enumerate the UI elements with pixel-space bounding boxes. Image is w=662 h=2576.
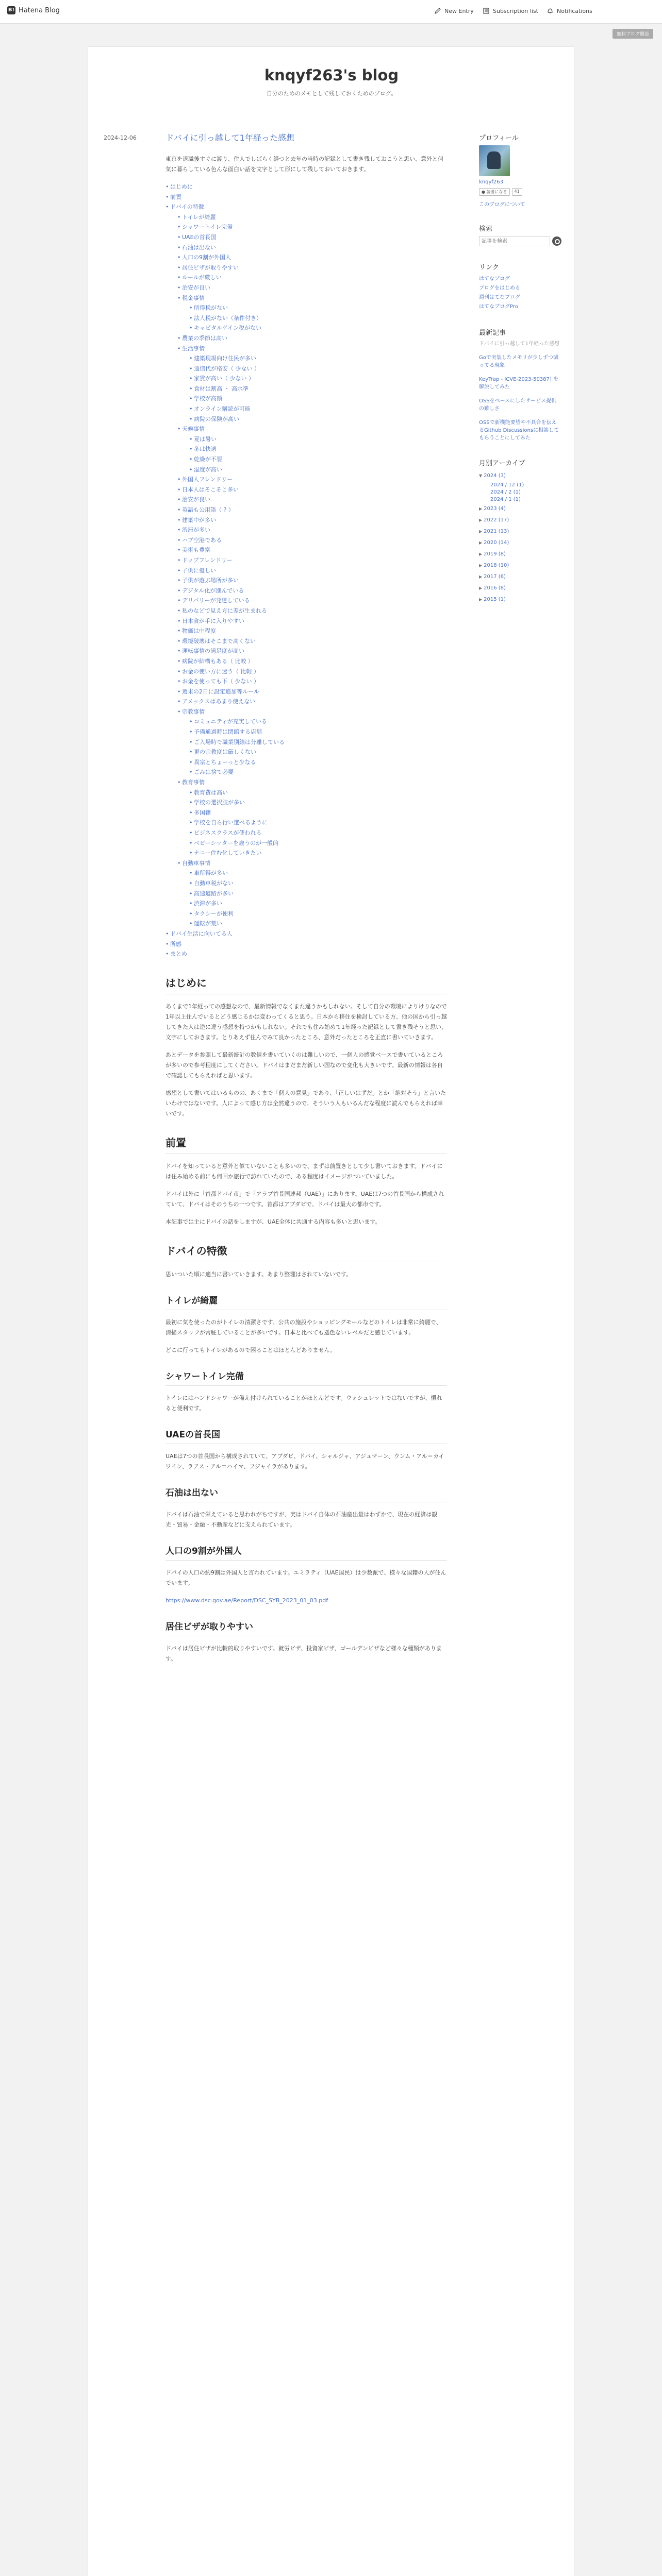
toc-item-label: ドバイ生活に向いてる人 — [170, 930, 233, 937]
subscription-label: Subscription list — [493, 7, 538, 14]
toc-item[interactable] — [189, 454, 447, 465]
toc-item-label: タクシーが便利 — [194, 910, 234, 917]
toc-item[interactable] — [177, 515, 447, 526]
profile-module — [479, 132, 561, 208]
toc-item[interactable] — [189, 434, 447, 445]
toc-item-label: ベビーシッターを雇うのが一般的 — [194, 839, 279, 846]
toc-item-label: ドップフレンドリー — [182, 556, 233, 564]
toc-item-label: 渋滞が多い — [194, 900, 222, 907]
toc-item-label: 治安が良い — [182, 284, 210, 291]
paragraph: どこに行ってもトイレがあるので困ることはほとんどありません。 — [166, 1346, 336, 1353]
subsection-heading: トイレが綺麗 — [166, 1293, 447, 1310]
toc-item[interactable] — [177, 586, 447, 596]
section-heading: ドバイの特徴 — [166, 1243, 447, 1262]
toc-item-label: ナニー住む化していきたい — [194, 850, 262, 857]
toc-item[interactable] — [166, 939, 447, 950]
toc-item-label: 運転事情の満足度が高い — [182, 648, 244, 655]
toc-item[interactable] — [189, 828, 447, 838]
toc-item[interactable] — [189, 313, 447, 324]
toc-item[interactable] — [166, 182, 447, 192]
toc-item[interactable] — [166, 192, 447, 202]
toc-item-label: 渋滞が多い — [182, 527, 210, 534]
toc-item-label: 冬は快適 — [194, 446, 217, 453]
toc-item[interactable] — [189, 414, 447, 425]
toc-item-label: 治安が良い — [182, 496, 210, 503]
hatena-blog-logo[interactable] — [7, 6, 60, 14]
archive-year-label: 2017 (6) — [484, 574, 506, 580]
toc-item-label: アメックスはあまり使えない — [182, 698, 256, 705]
archive-heading: 月別アーカイブ — [479, 460, 525, 467]
toc-item-label: 日本人はそこそこ多い — [182, 486, 239, 493]
toc-item-label: 湿度が高い — [194, 466, 222, 473]
toc-item-label: 美術も豊富 — [182, 547, 210, 554]
triangle-right-icon[interactable]: ▶ — [479, 586, 483, 590]
toc-item-label: 学校が高額 — [194, 395, 222, 402]
toc-item-label: ドバイの特徴 — [170, 204, 204, 211]
archive-year[interactable] — [479, 560, 561, 571]
section-heading: 前置 — [166, 1134, 447, 1154]
toc-item-label: 環境破壊はそこまで高くない — [182, 637, 256, 645]
toc-item-label: お金を使っても下（ 少ない ） — [182, 678, 259, 685]
subscription-list-button[interactable] — [483, 7, 538, 14]
toc-item-label: 教育費は高い — [194, 789, 228, 796]
search-module — [479, 223, 561, 246]
toc-item[interactable] — [177, 485, 447, 495]
toc-item[interactable] — [177, 606, 447, 616]
toc-item[interactable] — [189, 767, 447, 777]
toc-item[interactable] — [177, 263, 447, 273]
toc-item-label: 外国人フレンドリー — [182, 476, 233, 483]
paragraph — [166, 1596, 447, 1606]
avatar[interactable] — [479, 145, 510, 176]
toc-item[interactable] — [166, 202, 447, 929]
triangle-right-icon[interactable]: ▶ — [479, 563, 483, 568]
toc-item-label: コミュニティが充実している — [194, 718, 267, 725]
toc-item-label: 病院が結構もある（ 比較 ） — [182, 657, 254, 665]
toc-item[interactable] — [189, 323, 447, 333]
triangle-right-icon[interactable]: ▶ — [479, 529, 483, 534]
toc-item[interactable] — [177, 687, 447, 697]
toc-item[interactable] — [177, 273, 447, 283]
triangle-right-icon[interactable]: ▶ — [479, 574, 483, 579]
toc-item[interactable] — [189, 747, 447, 757]
toc-item[interactable] — [166, 949, 447, 959]
entry-title[interactable]: ドバイに引っ越して1年経った感想 — [166, 133, 294, 143]
links-list — [479, 275, 561, 312]
paragraph: あとデータを参照して最新統計の数値を書いていくのは難しいので、一個人の感覚ベースで書いているところが多いので参考程度にしてください。ドバイはまだまだ新しい国なので変化も大きいです。最新の情報は各自で確認してもらえればと思います。 — [166, 1051, 443, 1079]
toc-item[interactable] — [177, 555, 447, 566]
toc-item-label: 私のなどで見え方に差が生まれる — [182, 607, 267, 614]
paragraph: UAEは7つの首長国から構成されていて、アブダビ、ドバイ、シャルジャ、アジュマーン、ウンム・アル＝カイワイン、ラアス・アル＝ハイマ、フジャイラがあります。 — [166, 1452, 444, 1470]
archive-year[interactable] — [479, 537, 561, 549]
toc-item-label: 子供が遊ぶ場所が多い — [182, 577, 239, 584]
entry-intro: 東京を退職後すぐに渡り、住人でしばらく経つと去年の当時の記録として書き残しておこうと思い、意外と何気に暮らしている色んな面白い話を文字として形にして残しておいておきます。 — [166, 156, 443, 173]
toc-item[interactable] — [177, 858, 447, 929]
notifications-button[interactable] — [547, 7, 592, 14]
toc-item-label: 天候事情 — [182, 426, 205, 433]
toc-item-label: 建築現場向け住民が多い — [194, 355, 256, 362]
pencil-icon — [434, 7, 441, 14]
archive-year-label: 2021 (13) — [484, 529, 509, 534]
toc-item-label: ビジネスクラスが使われる — [194, 829, 262, 836]
subsection-heading: シャワートイレ完備 — [166, 1369, 447, 1386]
toc-item-label: デリバリーが発達している — [182, 597, 250, 604]
toc-item-label: 人口の9割が外国人 — [182, 254, 231, 261]
toc-item-label: シャワートイレ完備 — [182, 224, 233, 231]
blog-description: 自分のためのメモとして残しておくためのブログ。 — [266, 90, 397, 97]
section-heading: はじめに — [166, 975, 447, 994]
toc-item-label: 異宗とちょーっと少なる — [194, 758, 256, 766]
triangle-right-icon[interactable]: ▶ — [479, 552, 483, 556]
toc-item[interactable] — [189, 818, 447, 828]
subscribe-button[interactable]: ● 読者になる — [479, 188, 510, 196]
toc-item[interactable] — [177, 222, 447, 232]
toc-item[interactable] — [177, 646, 447, 656]
toc-item-label: ハブ空港である — [182, 536, 222, 544]
toc-item-label: 予備通過時は閉館する店舗 — [194, 728, 262, 736]
triangle-right-icon[interactable]: ▶ — [479, 506, 483, 511]
triangle-right-icon[interactable]: ▶ — [479, 597, 483, 602]
link-item[interactable]: はてなブログPro — [479, 304, 518, 310]
archive-year-label: 2022 (17) — [484, 517, 509, 523]
toc-item[interactable] — [189, 878, 447, 889]
new-entry-label: New Entry — [444, 7, 474, 14]
toc-item[interactable] — [177, 596, 447, 606]
search-icon[interactable] — [552, 236, 561, 246]
toc-item[interactable] — [177, 212, 447, 223]
toc-item[interactable] — [177, 232, 447, 243]
toc-item[interactable] — [177, 616, 447, 626]
archive-year-label: 2016 (8) — [484, 585, 506, 591]
paragraph: 感想として書いてはいるものの、あくまで「個人の意見」であり、「正しいはずだ」とか「絶対そう」と言いたいわけではないです。人によって感じ方は全然違うので、そういう人もいるんだな程度に読んでもらえれば幸いです。 — [166, 1089, 446, 1117]
archive-year[interactable] — [479, 571, 561, 583]
toc-item-label: 物価は中程度 — [182, 628, 216, 635]
blog-title[interactable]: knqyf263's blog — [264, 66, 399, 84]
archive-year[interactable] — [479, 526, 561, 537]
paragraph: トイレにはハンドシャワーが備え付けられていることがほとんどです。ウォシュレットではないですが、慣れると便利です。 — [166, 1394, 442, 1412]
toc-item[interactable] — [189, 808, 447, 818]
toc-item[interactable] — [189, 889, 447, 899]
paragraph: ドバイを知っていると意外と似ていないことも多いので、まずは前置きとして少し書いておきます。ドバイには住み始める前にも何回か旅行で訪れていたので、ある程度はイメージがついていました。 — [166, 1162, 443, 1180]
bell-icon — [547, 7, 554, 14]
recent-entry[interactable]: OSSで新機能要望や不具合を伝えるGithub Discussionsに相談してもらうことにしてみた — [479, 420, 559, 441]
profile-badges — [479, 188, 561, 196]
notifications-label: Notifications — [557, 7, 592, 14]
toc-item[interactable] — [189, 404, 447, 414]
toc-item[interactable] — [189, 384, 447, 394]
links-module — [479, 262, 561, 312]
toc-item[interactable] — [177, 535, 447, 546]
paragraph: 本記事では主にドバイの話をしますが、UAE全体に共通する内容も多いと思います。 — [166, 1218, 381, 1225]
triangle-right-icon[interactable]: ▶ — [479, 518, 483, 522]
toc-item-label: 教育事情 — [182, 779, 205, 786]
archive-month[interactable]: 2024 / 2 (1) — [490, 489, 521, 495]
toc-item-label: ルールが厳しい — [182, 274, 222, 281]
toc-item-label: 石油は出ない — [182, 244, 216, 251]
link-item[interactable]: はてなブログ — [479, 276, 510, 282]
toc-item[interactable] — [177, 474, 447, 485]
toc-item[interactable] — [177, 283, 447, 293]
new-entry-button[interactable] — [434, 7, 474, 14]
triangle-right-icon[interactable]: ▶ — [479, 540, 483, 545]
search-heading: 検索 — [479, 225, 493, 233]
toc-item-label: 車所得が多い — [194, 870, 228, 877]
toc-item[interactable] — [177, 495, 447, 505]
toc-item-label: 更の宗教度は厳しくない — [194, 749, 256, 756]
toc-item[interactable] — [189, 737, 447, 748]
archive-year[interactable] — [479, 470, 561, 482]
table-of-contents — [166, 182, 447, 959]
paragraph: ドバイは外に「首都ドバイ市」で「アラブ首長国連邦（UAE）」にあります。UAEは7つの首長国から構成されていて、ドバイはそのうちの一つです。首都はアブダビで、ドバイは最大の都市です。 — [166, 1190, 444, 1208]
blog-container — [88, 46, 574, 2576]
toc-item-label: 前置 — [170, 193, 181, 200]
toc-item-label: 子供に優しい — [182, 567, 216, 574]
toc-item[interactable] — [189, 465, 447, 475]
toc-item[interactable] — [177, 656, 447, 667]
toc-item-label: 乾燥が不要 — [194, 456, 222, 463]
toc-item[interactable] — [177, 424, 447, 474]
toc-item-label: 学校を自ら行い選べるように — [194, 819, 268, 826]
toc-item[interactable] — [189, 919, 447, 929]
archive-year-label: 2020 (14) — [484, 540, 509, 546]
recent-entry[interactable]: ドバイに引っ越して1年経った感想 — [479, 341, 560, 347]
paragraph: 最初に気を使ったのがトイレの清潔さです。公共の施設やショッピングモールなどのトイレは非常に綺麗で、清掃スタッフが常駐していることが多いです。日本と比べても遜色ないレベルだと感じています。 — [166, 1318, 442, 1336]
toc-item-label: 所得税がない — [194, 304, 228, 312]
profile-name[interactable]: knqyf263 — [479, 179, 504, 185]
search-input[interactable] — [479, 236, 550, 246]
toc-item[interactable] — [177, 344, 447, 425]
toc-item-label: 税金事情 — [182, 294, 205, 301]
toc-item-label: 夏は暑い — [194, 435, 217, 443]
archive-year-label: 2015 (1) — [484, 597, 506, 602]
toc-item[interactable] — [177, 293, 447, 333]
statistics-link[interactable]: https://www.dsc.gov.ae/Report/DSC_SYB_2023_01_03.pdf — [166, 1597, 328, 1604]
toc-item[interactable] — [189, 374, 447, 384]
archive-year[interactable] — [479, 515, 561, 526]
recent-list — [479, 340, 561, 442]
toc-item[interactable] — [189, 798, 447, 808]
toc-item[interactable] — [177, 575, 447, 586]
about-blog-link[interactable]: このブログについて — [479, 202, 525, 208]
archive-year-label: 2019 (8) — [484, 551, 506, 557]
profile-heading: プロフィール — [479, 134, 519, 142]
toc-item-label: 学校の選択肢が多い — [194, 799, 245, 806]
toc-item-label: 生活事情 — [182, 345, 205, 352]
toc-item-label: 多国籍 — [194, 809, 211, 816]
archive-list — [479, 470, 561, 605]
recent-heading: 最新記事 — [479, 329, 506, 337]
archive-module — [479, 457, 561, 605]
top-bar — [0, 0, 662, 24]
toc-item-label: ご入場時で職業別線は分離している — [194, 738, 285, 745]
archive-year-label: 2024 (3) — [484, 473, 506, 479]
toc-item[interactable] — [189, 353, 447, 364]
paragraph: 思いついた順に適当に書いていきます。あまり整理はされていないです。 — [166, 1270, 352, 1278]
toc-item-label: はじめに — [170, 183, 193, 190]
link-item[interactable]: ブログをはじめる — [479, 285, 520, 291]
toc-item-label: 通信代が格安（ 少ない ） — [194, 365, 260, 372]
toc-item-label: 自動車税がない — [194, 879, 234, 887]
toc-item-label: 自動車事情 — [182, 859, 210, 867]
toc-item-label: 高速道路が多い — [194, 890, 234, 897]
recent-entries-module — [479, 327, 561, 442]
archive-year-label: 2023 (4) — [484, 506, 506, 512]
toc-item-label: 週末の2日に設定追加等ルール — [182, 688, 259, 695]
open-blog-button[interactable]: 無料ブログ開設 — [613, 29, 653, 39]
toc-item[interactable] — [189, 364, 447, 374]
toc-item-label: オンライン購読が可能 — [194, 405, 251, 413]
paragraph: ドバイは居住ビザが比較的取りやすいです。就労ビザ、投資家ビザ、ゴールデンビザなど様々な種類があります。 — [166, 1645, 442, 1662]
sidebar — [479, 132, 561, 621]
toc-item-label: 日本食が手に入りやすい — [182, 617, 244, 624]
toc-item[interactable] — [189, 909, 447, 919]
paragraph: ドバイは石油で栄えていると思われがちですが、実はドバイ自体の石油産出量はわずかで、現在の経済は観光・貿易・金融・不動産などに支えられています。 — [166, 1511, 438, 1528]
links-heading: リンク — [479, 264, 499, 272]
toc-item[interactable] — [177, 566, 447, 576]
toc-item-label: 家賃が高い（ 少ない ） — [194, 375, 254, 382]
toc-item-label: 法人税がない（条件付き） — [194, 314, 262, 321]
toc-item[interactable] — [177, 777, 447, 858]
toc-item[interactable] — [177, 667, 447, 677]
toc-item-label: ごみは捨て必要 — [194, 769, 234, 776]
toc-item[interactable] — [177, 333, 447, 344]
toc-item-label: トイレが綺麗 — [182, 213, 216, 221]
toc-item-label: お金の使い方に迷う（ 比較 ） — [182, 668, 259, 675]
link-item[interactable]: 週刊はてなブログ — [479, 295, 520, 300]
toc-item[interactable] — [177, 676, 447, 687]
archive-year[interactable] — [479, 503, 561, 515]
toc-item-label: 英語も公用語（ ? ） — [182, 506, 234, 513]
subsection-heading: 石油は出ない — [166, 1485, 447, 1502]
archive-year[interactable] — [479, 549, 561, 560]
toc-item-label: 居住ビザが取りやすい — [182, 264, 239, 271]
search-box — [479, 236, 561, 246]
subscriber-count: 41 — [512, 188, 522, 196]
toc-item-label: UAEの首長国 — [182, 233, 217, 241]
toc-item-label: デジタル化が進んでいる — [182, 587, 244, 594]
toc-item[interactable] — [177, 707, 447, 777]
toc-item[interactable] — [189, 788, 447, 798]
toc-item-label: 食材は割高 ・ 高水準 — [194, 385, 249, 392]
toc-item[interactable] — [189, 757, 447, 768]
hatena-logo-icon: B! — [7, 6, 15, 14]
toc-item-label: 農業の季節は高い — [182, 334, 227, 342]
toc-item[interactable] — [189, 848, 447, 858]
paragraph: ドバイの人口の約9割は外国人と言われています。エミラティ（UAE国民）は少数派で、様々な国籍の人が住んでいます。 — [166, 1569, 446, 1586]
toc-item-label: まとめ — [170, 951, 187, 958]
recent-entry[interactable]: OSSをベースにしたサービス提供の難しさ — [479, 398, 557, 412]
recent-entry[interactable]: Goで実装したメモリが少しずつ減ってる現象 — [479, 355, 558, 368]
toc-item[interactable] — [189, 303, 447, 313]
toc-item[interactable] — [177, 545, 447, 555]
toc-item[interactable] — [189, 727, 447, 737]
toc-item-label: 所感 — [170, 940, 181, 947]
entry-date[interactable]: 2024-12-06 — [104, 134, 137, 141]
archive-year-label: 2018 (10) — [484, 563, 509, 568]
logo-text: Hatena Blog — [19, 6, 60, 14]
toc-item[interactable] — [189, 444, 447, 454]
toc-item[interactable] — [189, 899, 447, 909]
toc-item[interactable] — [166, 929, 447, 939]
archive-month[interactable]: 2024 / 12 (1) — [490, 482, 524, 488]
toc-item-label: 病院の保険が高い — [194, 415, 239, 422]
list-icon — [483, 7, 490, 14]
toc-item[interactable] — [177, 252, 447, 263]
subsection-heading: UAEの首長国 — [166, 1427, 447, 1444]
toc-item[interactable] — [177, 505, 447, 515]
triangle-down-icon[interactable]: ▼ — [479, 473, 483, 478]
paragraph: あくまで1年経っての感想なので、最新情報でなくまた違うかもしれない。そして自分の環境によりけりなので1年以上住んでいるとどう感じるかは変わってくると思う。日本から移住を検討している方、他の国から引っ越してきた人は逆に違う感想を持つかもしれない。それでも住み始めて1年経った記録として書き残そうと思い、文字にしておきます。とりあえず住んでみて良かったところ、意外だったところを正直に書いていきます。 — [166, 1003, 447, 1041]
recent-entry[interactable]: KeyTrap - ICVE-2023-50387] を解説してみた — [479, 377, 558, 390]
toc-item[interactable] — [177, 243, 447, 253]
archive-month[interactable]: 2024 / 1 (1) — [490, 497, 521, 502]
archive-year[interactable] — [479, 594, 561, 605]
toc-item[interactable] — [189, 717, 447, 727]
toc-item[interactable] — [177, 697, 447, 707]
toc-item[interactable] — [177, 626, 447, 636]
toc-item[interactable] — [189, 868, 447, 878]
toc-item[interactable] — [189, 394, 447, 404]
toc-item[interactable] — [189, 838, 447, 849]
toc-item-label: 建築中が多い — [182, 516, 216, 523]
toc-item-label: 宗教事情 — [182, 708, 205, 715]
toc-item[interactable] — [177, 636, 447, 647]
toc-item-label: キャピタルゲイン税がない — [194, 325, 262, 332]
subsection-heading: 人口の9割が外国人 — [166, 1544, 447, 1561]
entry-content — [166, 132, 447, 1664]
toc-item[interactable] — [177, 525, 447, 535]
archive-year[interactable] — [479, 583, 561, 594]
subsection-heading: 居住ビザが取りやすい — [166, 1619, 447, 1636]
toc-item-label: 運転が荒い — [194, 920, 222, 927]
